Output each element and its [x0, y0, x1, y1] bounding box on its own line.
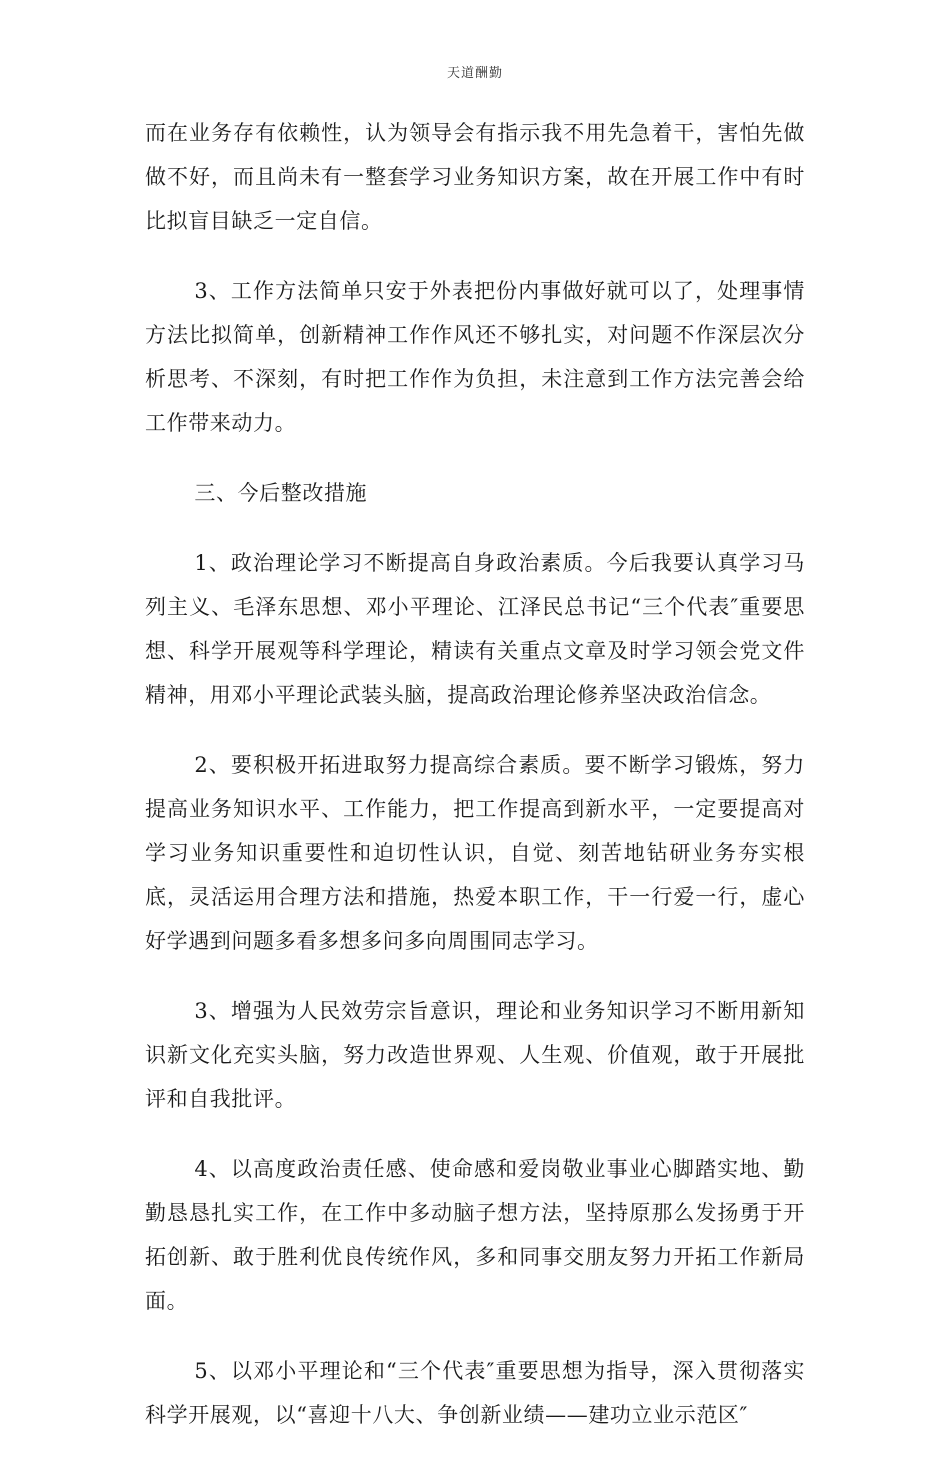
section-heading-rectification: 三、今后整改措施: [194, 481, 368, 505]
paragraph-measure-4: 4、以高度政治责任感、使命感和爱岗敬业事业心脚踏实地、勤勤恳恳扎实工作，在工作中多动脑子想方法，坚持原那么发扬勇于开拓创新、敢于胜利优良传统作风，多和同事交朋友努力开拓工作新局面。: [145, 1157, 805, 1313]
paragraph-measure-3: 3、增强为人民效劳宗旨意识，理论和业务知识学习不断用新知识新文化充实头脑，努力改造世界观、人生观、价值观，敢于开展批评和自我批评。: [145, 999, 805, 1111]
paragraph-measure-5: 5、以邓小平理论和“三个代表″重要思想为指导，深入贯彻落实科学开展观，以“喜迎十八大、争创新业绩——建功立业示范区″: [145, 1359, 805, 1427]
paragraph-item-3-work-method: 3、工作方法简单只安于外表把份内事做好就可以了，处理事情方法比拟简单，创新精神工作作风还不够扎实，对问题不作深层次分析思考、不深刻，有时把工作作为负担，未注意到工作方法完善会给工作带来动力。: [145, 279, 805, 435]
page-header: 天道酬勤: [446, 66, 503, 81]
paragraph-continuation: 而在业务存有依赖性，认为领导会有指示我不用先急着干，害怕先做做不好，而且尚未有一整套学习业务知识方案，故在开展工作中有时比拟盲目缺乏一定自信。: [145, 121, 805, 233]
body-text: [145, 111, 805, 1463]
paragraph-measure-1: 1、政治理论学习不断提高自身政治素质。今后我要认真学习马列主义、毛泽东思想、邓小平理论、江泽民总书记“三个代表″重要思想、科学开展观等科学理论，精读有关重点文章及时学习领会党文件精神，用邓小平理论武装头脑，提高政治理论修养坚决政治信念。: [145, 551, 805, 707]
paragraph-measure-2: 2、要积极开拓进取努力提高综合素质。要不断学习锻炼，努力提高业务知识水平、工作能力，把工作提高到新水平，一定要提高对学习业务知识重要性和迫切性认识，自觉、刻苦地钻研业务夯实根底，灵活运用合理方法和措施，热爱本职工作，干一行爱一行，虚心好学遇到问题多看多想多问多向周围同志学习。: [145, 753, 805, 953]
